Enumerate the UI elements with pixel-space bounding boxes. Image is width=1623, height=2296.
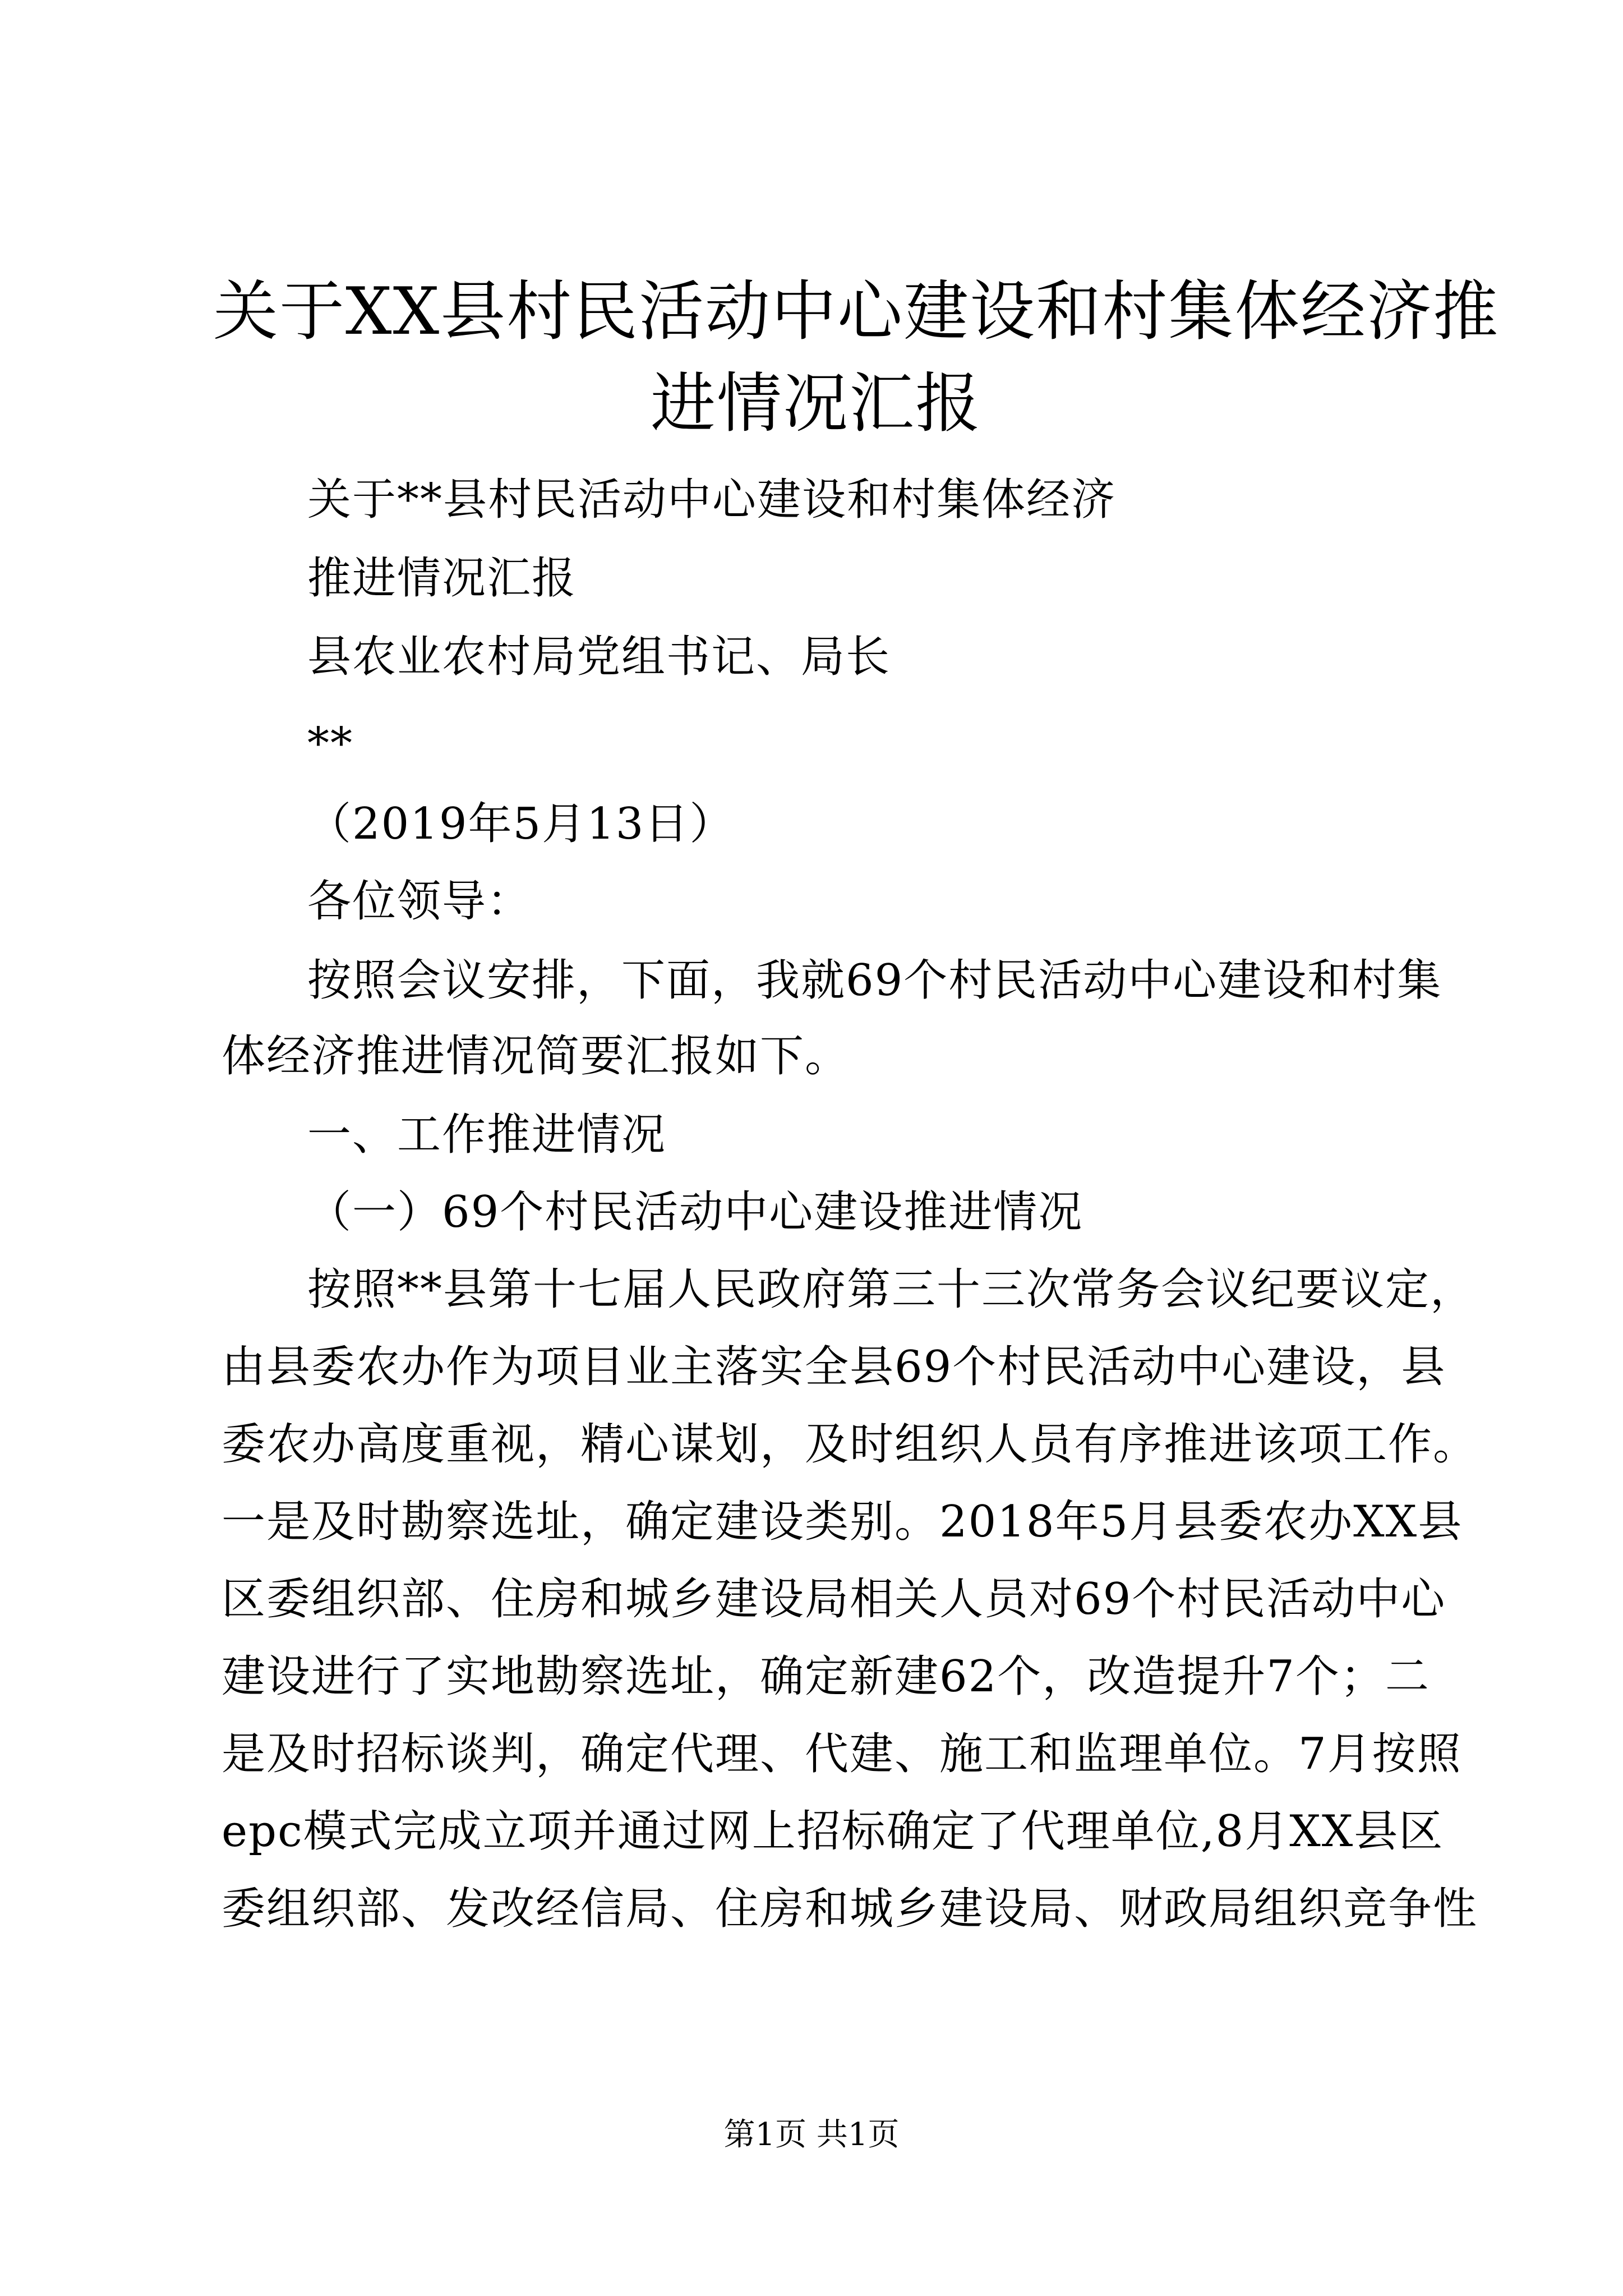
paragraph-2-line-9: 委组织部、发改经信局、住房和城乡建设局、财政局组织竞争性	[222, 1884, 1478, 1934]
subtitle-line-2: 推进情况汇报	[307, 553, 577, 604]
paragraph-2-line-2: 由县委农办作为项目业主落实全县69个村民活动中心建设，县	[222, 1342, 1446, 1392]
paragraph-1-line-2: 体经济推进情况简要汇报如下。	[222, 1031, 850, 1082]
section-heading: 一、工作推进情况	[307, 1110, 667, 1160]
paragraph-2-line-4: 一是及时勘察选址，确定建设类别。2018年5月县委农办XX县	[222, 1497, 1463, 1547]
document-title-line-1: 关于XX县村民活动中心建设和村集体经济推	[213, 274, 1500, 349]
paragraph-2-line-6: 建设进行了实地勘察选址，确定新建62个，改造提升7个；二	[222, 1651, 1430, 1702]
author-title: 县农业农村局党组书记、局长	[307, 632, 891, 682]
document-title-line-2: 进情况汇报	[651, 366, 981, 441]
document-date: （2019年5月13日）	[307, 799, 735, 849]
subtitle-line-1: 关于**县村民活动中心建设和村集体经济	[307, 475, 1117, 525]
page-footer: 第1页 共1页	[723, 2116, 900, 2153]
paragraph-2-line-3: 委农办高度重视，精心谋划，及时组织人员有序推进该项工作。	[222, 1419, 1478, 1470]
paragraph-2-line-5: 区委组织部、住房和城乡建设局相关人员对69个村民活动中心	[222, 1574, 1446, 1625]
paragraph-2-line-1: 按照**县第十七届人民政府第三十三次常务会议纪要议定，	[307, 1264, 1476, 1315]
subsection-heading: （一）69个村民活动中心建设推进情况	[307, 1187, 1083, 1237]
paragraph-2-line-8: epc模式完成立项并通过网上招标确定了代理单位,8月XX县区	[222, 1806, 1444, 1857]
author-name: **	[307, 719, 353, 769]
paragraph-1-line-1: 按照会议安排，下面，我就69个村民活动中心建设和村集	[307, 955, 1442, 1006]
salutation: 各位领导：	[307, 876, 532, 927]
paragraph-2-line-7: 是及时招标谈判，确定代理、代建、施工和监理单位。7月按照	[222, 1729, 1462, 1779]
